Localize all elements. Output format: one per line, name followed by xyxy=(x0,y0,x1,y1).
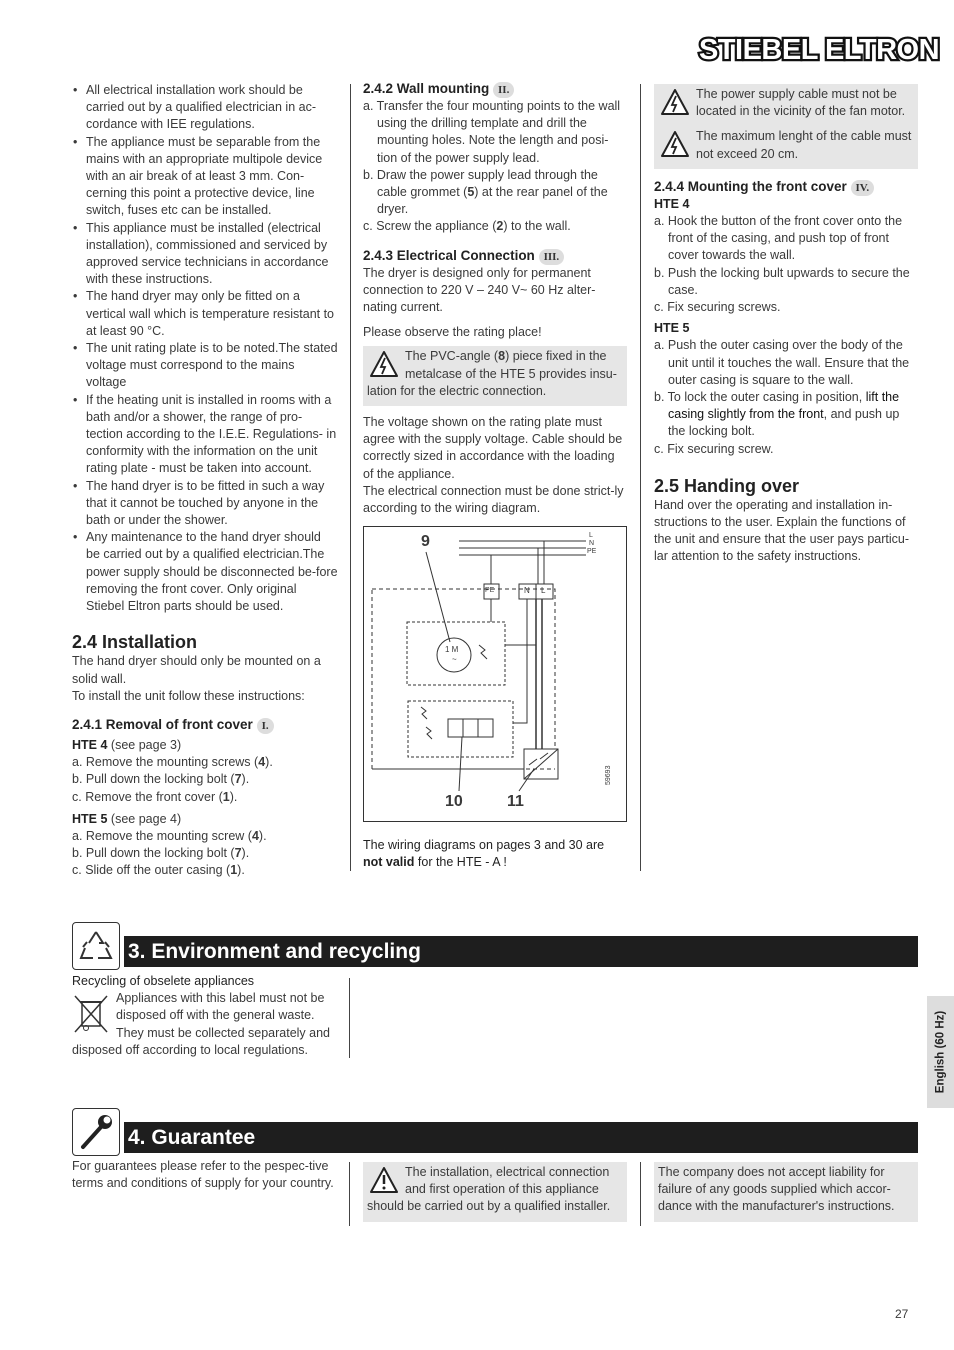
list-item: b. Push the locking bult upwards to secure the case. xyxy=(654,265,910,297)
section-4-title: 4. Guarantee xyxy=(124,1122,918,1153)
terminal-label-l: L xyxy=(589,532,593,540)
pvc-warning-box: The PVC-angle (8) piece fixed in the metalcase of the HTE 5 provides insu-lation for the electric connection. xyxy=(363,346,627,406)
recycling-block xyxy=(72,973,338,1059)
list-item: • The unit rating plate is to be noted.The stated voltage must correspond to the mains voltage xyxy=(86,340,338,392)
diagram-code: 59693 xyxy=(605,765,612,786)
crossed-bin-icon xyxy=(72,992,110,1034)
front-cover-heading: 2.4.4 Mounting the front cover IV. xyxy=(654,178,918,196)
list-item: b. Draw the power supply lead through the cable grommet (5) at the rear panel of the dryer. xyxy=(363,167,608,217)
warning-icon xyxy=(660,130,690,158)
list-item: • Any maintenance to the hand dryer should be carried out by a qualified electrician.The power supply should be disconnected be-fore removing the front cover. Only original Stiebel Eltron parts should be used. xyxy=(86,529,338,615)
list-item: a. Hook the button of the front cover onto the front of the casing, and push top of front cover towards the wall. xyxy=(654,214,903,263)
liability-box: The company does not accept liability for failure of any goods supplied which accor-dance with the manufacturer's instructions. xyxy=(654,1162,918,1222)
wiring-note: The wiring diagrams on pages 3 and 30 are not valid for the HTE - A ! xyxy=(363,838,605,870)
language-tab: English (60 Hz) xyxy=(927,996,954,1108)
motor-ac-symbol: ~ xyxy=(452,655,457,665)
list-item: • The hand dryer may only be fitted on a vertical wall which is temperature resistant to at least 90 °C. xyxy=(86,288,338,340)
warning-icon xyxy=(369,350,399,378)
stiebel-eltron-logo xyxy=(698,28,940,68)
list-item: • If the heating unit is installed in rooms with a bath and/or a shower, the range of pro-tection according to the I.E.E. Regulations- in conformity with the information on the unit rating plate - must be taken into account. xyxy=(86,392,338,478)
fan-motor-warning: The power supply cable must not be located in the vicinity of the fan motor. xyxy=(654,84,918,126)
wiring-diagram xyxy=(363,526,627,822)
warning-icon xyxy=(660,88,690,116)
block-label-pe: PE xyxy=(485,587,495,595)
list-item: • This appliance must be installed (electrical installation), commissioned and serviced by approved service technicians in accordance with these instructions. xyxy=(86,220,338,289)
recycling-text: Appliances with this label must not be disposed off with the general waste. They must be collected separately and disposed off according to local regulations. xyxy=(72,991,331,1057)
hte5-label: HTE 5 xyxy=(654,321,690,336)
list-item: b. To lock the outer casing in position, lift the casing slightly from the front, and push up the locking bolt. xyxy=(654,390,900,439)
installation-heading: 2.4 Installation xyxy=(72,632,198,653)
column-3 xyxy=(654,84,918,566)
list-item: a. Transfer the four mounting points to the wall using the drilling template and drill the mounting holes. Note the length and posi-tion of the power supply lead. xyxy=(363,99,621,165)
hte5-ref: (see page 4) xyxy=(110,811,182,826)
hte4-label: HTE 4 xyxy=(654,196,690,211)
section-3-title: 3. Environment and recycling xyxy=(124,936,918,967)
hte5-label: HTE 5 xyxy=(72,811,108,826)
figure-ref-badge: II. xyxy=(493,82,514,98)
figure-ref-badge: IV. xyxy=(851,180,875,196)
column-2 xyxy=(363,80,627,872)
installation-text-2: To install the unit follow these instructions: xyxy=(72,688,305,703)
list-item: a. Remove the mounting screws (4). xyxy=(72,755,273,770)
terminal-label-n: N xyxy=(589,540,595,548)
list-item: c. Fix securing screws. xyxy=(654,300,781,315)
list-item: a. Remove the mounting screw (4). xyxy=(72,828,267,843)
list-item: • The hand dryer is to be fitted in such a way that it cannot be touched by anyone in the bath or under the shower. xyxy=(86,478,338,530)
list-item: c. Remove the front cover (1). xyxy=(72,789,238,804)
wiring-text: The electrical connection must be done strict-ly according to the wiring diagram. xyxy=(363,483,624,516)
list-item: c. Fix securing screw. xyxy=(654,441,774,456)
block-label-n: N xyxy=(524,586,530,596)
hte5-front-steps xyxy=(654,337,918,457)
removal-heading: 2.4.1 Removal of front cover I. xyxy=(72,716,338,734)
terminal-label-pe: PE xyxy=(587,548,597,556)
page-number: 27 xyxy=(895,1307,909,1321)
installation-text: The hand dryer should only be mounted on a solid wall. xyxy=(72,654,321,686)
list-item: b. Pull down the locking bolt (7). xyxy=(72,772,250,787)
list-item: • The appliance must be separable from the mains with an appropriate multipole device with an air break of at least 3 mm. Con-cerning this point a protective device, line switch, fuses etc can be installed. xyxy=(86,134,338,220)
hte5-steps xyxy=(72,828,338,880)
hte4-steps xyxy=(72,754,338,806)
figure-ref-badge: III. xyxy=(539,249,565,265)
hte5-line xyxy=(72,811,338,828)
callout-10: 10 xyxy=(445,793,463,811)
rating-note: Please observe the rating place! xyxy=(363,325,542,340)
cable-length-warning: The maximum lenght of the cable must not exceed 20 cm. xyxy=(654,126,918,168)
hte4-line xyxy=(72,737,338,754)
brand-name: STIEBEL ELTRON xyxy=(698,34,940,66)
wall-mounting-heading: 2.4.2 Wall mounting II. xyxy=(363,80,627,98)
handing-over-text: Hand over the operating and installation in-structions to the user. Explain the functions of the unit and ensure that the user pays particu-lar attention to the safety instructions. xyxy=(654,497,910,564)
voltage-text: The voltage shown on the rating plate must agree with the supply voltage. Cable should be correctly sized in accordance with the loading of the appliance. xyxy=(363,415,623,481)
handing-over-heading: 2.5 Handing over xyxy=(654,475,800,496)
wrench-icon xyxy=(72,1108,120,1156)
list-item: b. Pull down the locking bolt (7). xyxy=(72,846,250,861)
hte4-front-steps xyxy=(654,213,918,316)
hte4-ref: (see page 3) xyxy=(110,737,182,752)
block-label-l: L xyxy=(541,586,546,596)
motor-label: 1 M xyxy=(445,645,459,655)
list-item: a. Push the outer casing over the body of the unit until it touches the wall. Ensure that the outer casing is square to the wall. xyxy=(654,338,910,387)
installer-warning-box: The installation, electrical connection and first operation of this appliance should be carried out by a qualified installer. xyxy=(363,1162,627,1222)
list-item: c. Screw the appliance (2) to the wall. xyxy=(363,219,571,234)
recycling-subtitle: Recycling of obselete appliances xyxy=(72,974,255,988)
wall-mounting-steps xyxy=(363,98,627,236)
guarantee-text: For guarantees please refer to the pespec-tive terms and conditions of supply for your country. xyxy=(72,1159,334,1191)
electrical-connection-heading: 2.4.3 Electrical Connection III. xyxy=(363,247,627,265)
recycling-icon xyxy=(72,922,120,970)
hte4-label: HTE 4 xyxy=(72,737,108,752)
list-item: c. Slide off the outer casing (1). xyxy=(72,863,245,878)
warning-icon xyxy=(369,1166,399,1194)
column-1 xyxy=(72,82,338,880)
callout-9: 9 xyxy=(421,533,430,551)
safety-bullet-list xyxy=(72,82,338,615)
electrical-text: The dryer is designed only for permanent connection to 220 V – 240 V~ 60 Hz alter-nating current. xyxy=(363,265,596,315)
callout-11: 11 xyxy=(507,793,524,811)
list-item: • All electrical installation work should be carried out by a qualified electrician in ac-cordance with IEE regulations. xyxy=(86,82,338,134)
figure-ref-badge: I. xyxy=(257,718,274,734)
